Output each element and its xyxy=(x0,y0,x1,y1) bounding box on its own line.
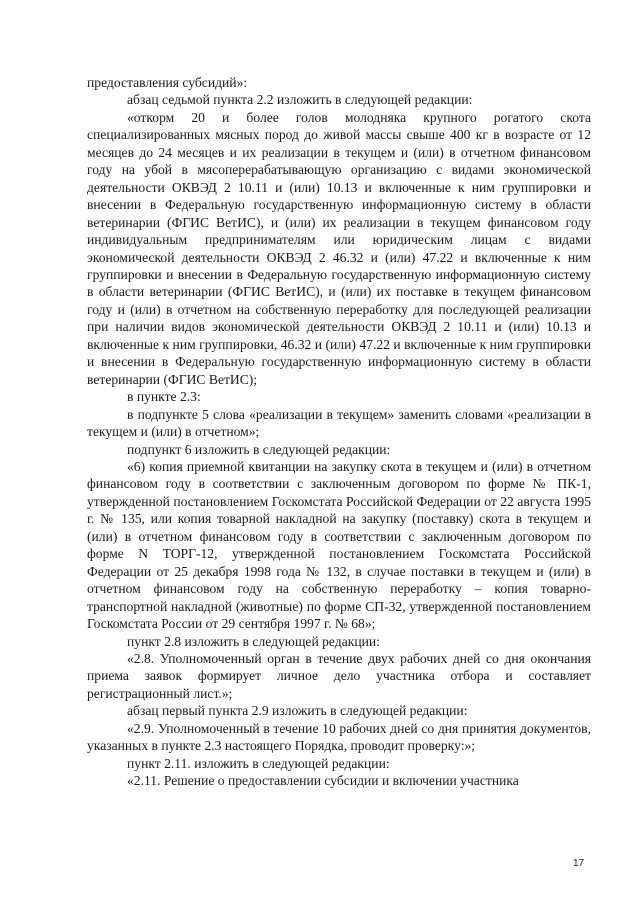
paragraph: «2.9. Уполномоченный в течение 10 рабочих дней со дня принятия документов, указанных в пункте 2.3 настоящего Порядка, проводит проверку:»; xyxy=(87,720,591,754)
paragraph: «откорм 20 и более голов молодняка крупного рогатого скота специализированных мясных пород до живой массы свыше 400 кг в возрасте от 12 месяцев до 24 месяцев и их реализации в текущем и (или) в отчетном финансовом году на убой в мясоперерабатывающую организацию с видами экономической деятельности ОКВЭД 2 10.11 и (или) 10.13 и включенные к ним группировки и внесении в Федеральную государственную информационную систему в области ветеринарии (ФГИС ВетИС), и (или) их реализации в текущем финансовом году индивидуальным предпринимателям или юридическим лицам с видами экономической деятельности ОКВЭД 2 46.32 и (или) 47.22 и включенные к ним группировки и внесении в Федеральную государственную информационную систему в области ветеринарии (ФГИС ВетИС), и (или) их поставке в текущем финансовом году и (или) в отчетном на собственную переработку для последующей реализации при наличии видов экономической деятельности ОКВЭД 2 10.11 и (или) 10.13 и включенные к ним группировки, 46.32 и (или) 47.22 и включенные к ним группировки и внесении в Федеральную государственную информационную систему в области ветеринарии (ФГИС ВетИС); xyxy=(87,109,591,387)
paragraph: абзац первый пункта 2.9 изложить в следующей редакции: xyxy=(127,703,468,719)
paragraph: в подпункте 5 слова «реализации в текущем» заменить словами «реализации в текущем и (или) в отчетном»; xyxy=(87,406,591,440)
page-number: 17 xyxy=(573,858,585,869)
paragraph: предоставления субсидий»: xyxy=(87,75,248,90)
paragraph: «2.8. Уполномоченный орган в течение двух рабочих дней со дня окончания приема заявок формирует личное дело участника отбора и составляет регистрационный лист.»; xyxy=(87,650,591,701)
paragraph: пункт 2.8 изложить в следующей редакции: xyxy=(127,633,380,649)
paragraph: подпункт 6 изложить в следующей редакции: xyxy=(127,441,391,457)
paragraph: «2.11. Решение о предоставлении субсидии и включении участника xyxy=(127,773,519,789)
paragraph: «6) копия приемной квитанции на закупку скота в текущем и (или) в отчетном финансовом году в соответствии с заключенным договором по форме № ПК-1, утвержденной постановлением Госкомстата Российской Федерации от 22 августа 1995 г. № 135, или копия товарной накладной на закупку (поставку) скота в текущем и (или) в отчетном финансовом году в соответствии с заключенным договором по форме N ТОРГ-12, утвержденной постановлением Госкомстата Российской Федерации от 25 декабря 1998 года № 132, в случае поставки в текущем и (или) в отчетном финансовом году на собственную переработку – копия товарно-транспортной накладной (животные) по форме СП-32, утвержденной постановлением Госкомстата России от 29 сентября 1997 г. № 68»; xyxy=(87,458,591,632)
paragraph: в пункте 2.3: xyxy=(127,389,201,405)
paragraph: пункт 2.11. изложить в следующей редакции: xyxy=(127,755,390,771)
document-body xyxy=(87,74,591,790)
paragraph: абзац седьмой пункта 2.2 изложить в следующей редакции: xyxy=(127,92,473,108)
